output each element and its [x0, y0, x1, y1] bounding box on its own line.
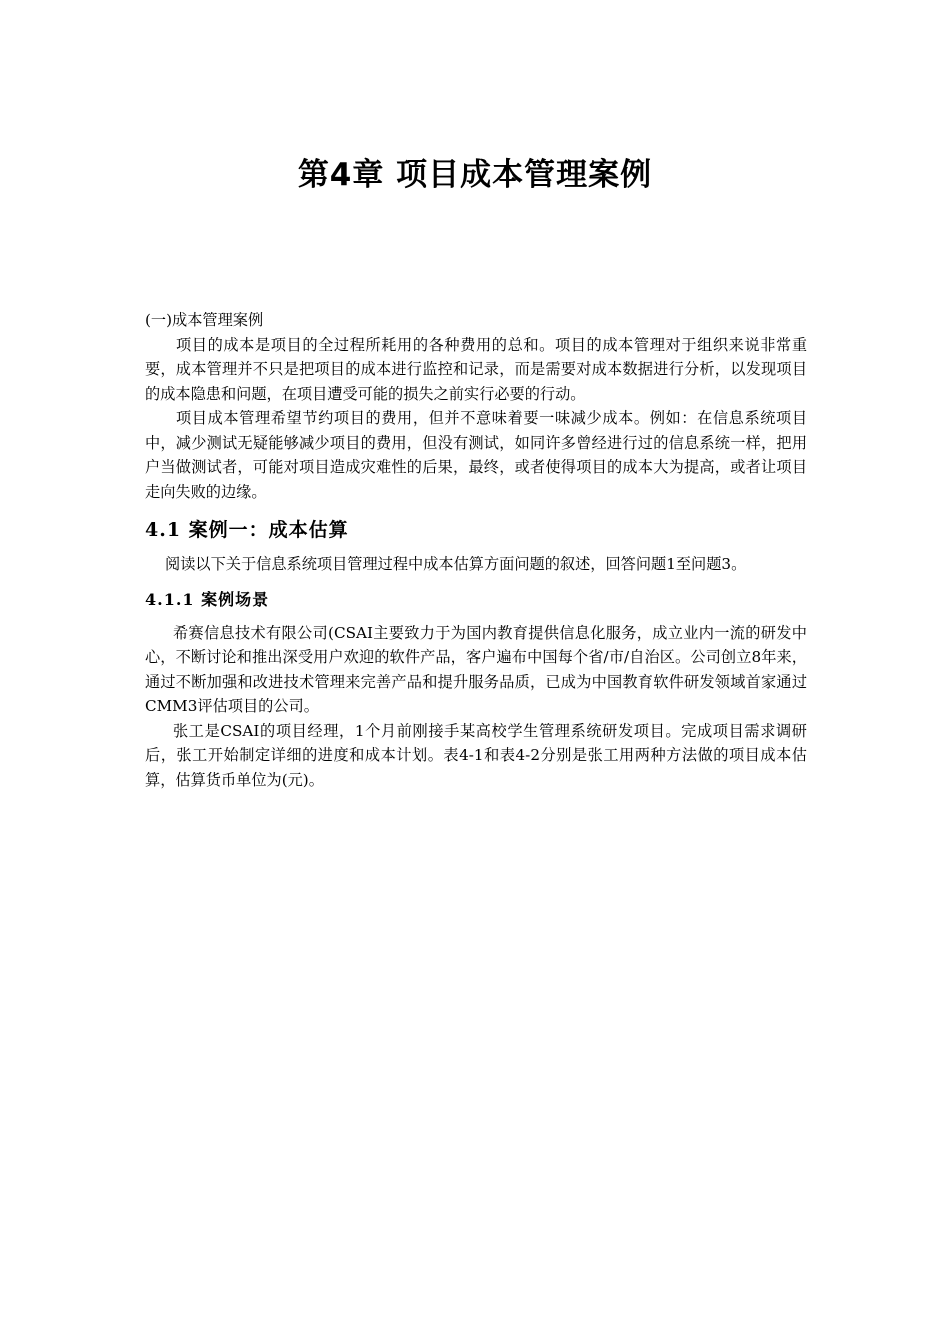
- scene-paragraph-2: 张工是CSAI的项目经理，1个月前刚接手某高校学生管理系统研发项目。完成项目需求调研后，张工开始制定详细的进度和成本计划。表4-1和表4-2分别是张工用两种方法做的项目成本估算，估算货币单位为(元)。: [145, 721, 807, 789]
- chapter-title: 第4章 项目成本管理案例: [297, 157, 653, 193]
- intro-paragraph-2: 项目成本管理希望节约项目的费用，但并不意味着要一味减少成本。例如：在信息系统项目中，减少测试无疑能够减少项目的费用，但没有测试，如同许多曾经进行过的信息系统一样，把用户当做测试者，可能对项目造成灾难性的后果，最终，或者使得项目的成本大为提高，或者让项目走向失败的边缘。: [145, 409, 807, 501]
- intro-label: (一)成本管理案例: [145, 311, 264, 329]
- intro-paragraph-1: 项目的成本是项目的全过程所耗用的各种费用的总和。项目的成本管理对于组织来说非常重要，成本管理并不只是把项目的成本进行监控和记录，而是需要对成本数据进行分析，以发现项目的成本隐患和问题，在项目遭受可能的损失之前实行必要的行动。: [145, 335, 807, 403]
- document-body: [145, 308, 807, 792]
- section-4-1-paragraph: 阅读以下关于信息系统项目管理过程中成本估算方面问题的叙述，回答问题1至问题3。: [165, 555, 747, 573]
- scene-paragraph-1: 希赛信息技术有限公司(CSAI主要致力于为国内教育提供信息化服务，成立业内一流的研发中心，不断讨论和推出深受用户欢迎的软件产品，客户遍布中国每个省/市/自治区。公司创立8年来，通过不断加强和改进技术管理来完善产品和提升服务品质，已成为中国教育软件研发领域首家通过CMM3评估项目的公司。: [145, 623, 807, 715]
- section-heading-4-1: 4.1 案例一：成本估算: [145, 519, 349, 541]
- section-heading-4-1-1: 4.1.1 案例场景: [145, 589, 270, 609]
